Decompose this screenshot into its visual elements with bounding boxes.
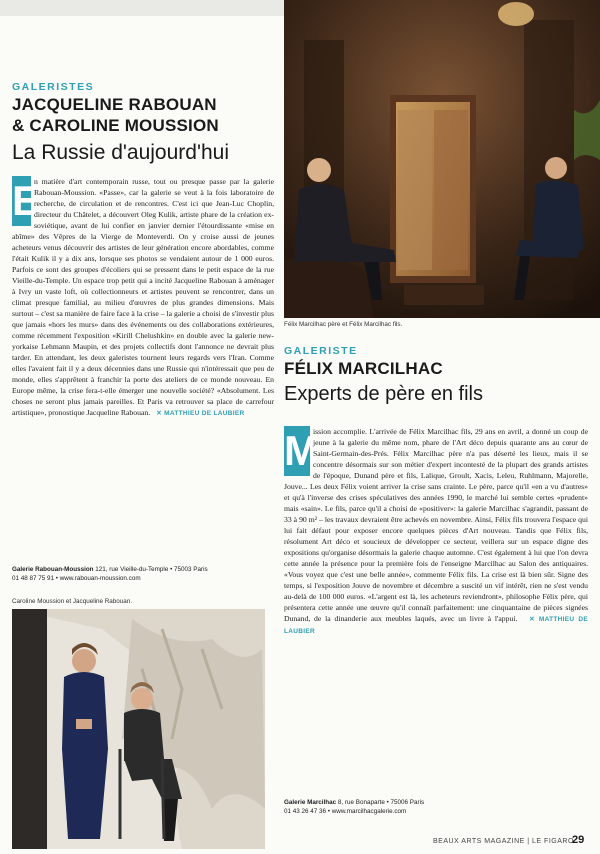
left-body [12, 176, 274, 554]
left-dropcap: E [12, 177, 41, 224]
left-subtitle: La Russie d'aujourd'hui [12, 141, 229, 164]
left-title-line2: & CAROLINE MOUSSION [12, 116, 219, 135]
right-kicker: GALERISTE [284, 345, 358, 357]
right-address [284, 798, 588, 816]
left-byline [152, 410, 244, 417]
marcilhac-photo [284, 0, 600, 318]
right-photo-caption: Félix Marcilhac père et Félix Marcilhac fils. [284, 321, 403, 328]
footer-magazine: BEAUX ARTS MAGAZINE | LE FIGARO [433, 838, 574, 845]
right-title: FÉLIX MARCILHAC [284, 359, 443, 378]
right-body-text: ission accomplie. L'arrivée de Félix Marcilhac fils, 29 ans en avril, a donné un coup de jeune à la galerie du même nom, phare de l'Art déco depuis quarante ans au cœur de Saint-Germain-des-Prés. Félix Marcilhac père n'a pas déserté les lieux, mais il se concentre désormais sur son métier d'expert incontesté de la plupart des grands artistes de l'époque, Dunand père et fils, Lalique, Groult, Xacis, Leleu, Ruhlmann, Majorelle, Jouve... Les deux Félix voient arriver la crise sans crainte. Le père, parce qu'il «en a vu d'autres» et qu'à l'inverse des crises spéculatives des années 1990, le marché lui semble certes «prudent» mais «sain». Le fils, parce qu'il a choisi de «positiver»: la galerie Marcilhac s'agrandit, passant de 33 à 90 m² – les travaux devraient être achevés en novembre. Ainsi, Félix fils trouvera l'espace qui lui fait défaut pour exposer encore quelques pièces d'Art nouveau. Tandis que Félix fils, résolument Art déco et soucieux de développer ce secteur, veillera sur un espace digne des expositions qu'organise désormais la galerie chaque automne. C'est également à lui que l'on devra cette année la présence pour la première fois de l'enseigne Marcilhac au Salon des antiquaires. «Vous voyez que c'est une belle année», commente Félix fils. La crise est là bien sûr. Signe des temps, si l'exposition Jouve de novembre et décembre a suscité un vif intérêt, rien ne s'est vendu au-delà de 100 000 euros. «L'argent est là, les acheteurs reviendront», philosophe Félix père, qui présentera cette année une œuvre qu'il connaît parfaitement: une cinquantaine de pièces signées Dunand, de la dinanderie aux meubles laqués, avec un livre à l'appui. [284, 427, 588, 623]
page-number: 29 [572, 834, 585, 846]
right-address-contact: 01 43 26 47 36 • www.marcilhacgalerie.com [284, 808, 407, 815]
right-subtitle: Experts de père en fils [284, 383, 483, 405]
top-margin [0, 0, 284, 16]
cross-icon: ✕ [529, 616, 535, 623]
rabouan-photo [12, 609, 265, 849]
left-address [12, 565, 274, 583]
photo-illustration-2 [12, 609, 265, 849]
cross-icon: ✕ [156, 410, 163, 417]
left-address-contact: 01 48 87 75 91 • www.rabouan-moussion.com [12, 575, 141, 582]
left-title-line1: JACQUELINE RABOUAN [12, 95, 217, 114]
right-address-street: 8, rue Bonaparte • 75006 Paris [337, 799, 425, 806]
left-photo-caption: Caroline Moussion et Jacqueline Rabouan. [12, 598, 133, 605]
left-byline-name: MATTHIEU DE LAUBIER [164, 410, 245, 417]
left-body-text: n matière d'art contemporain russe, tout ou presque passe par la galerie Rabouan-Moussion. «Passe», car la galerie se veut à la fois laboratoire de recherche, de circulation et de rencontres. C'est ici que Jean-Luc Choplin, directeur du Châtelet, a découvert Oleg Kulik, artiste phare de la création ex-soviétique, avant de lui confier en janvier dernier l'étourdissante «mise en abîme» des Vêpres de la Vierge de Monteverdi. On y croise aussi de jeunes acheteurs venus découvrir des artistes de leur génération encore abordables, comme l'était Kulik il y a dix ans, lorsque ses photos se vendaient autour de 1 000 euros. Parfois ce sont des groupes d'écoliers qui se pressent dans le petit espace de la rue Vieille-du-Temple. Un espace trop petit qui a incité Jacqueline Rabouan à aménager à Ivry un vaste loft, où collectionneurs et artistes peuvent se rencontrer, dans un climat presque familial, au milieu d'œuvres de plus grandes dimensions. Mais surtout – c'est sa manière de faire face à la crise – la galerie a choisi de s'investir plus que jamais «hors les murs» dans des événements ou des collaborations extérieures, comme récemment l'exposition «Kirill Chelushkin» en double avec la galerie new-yorkaise Lehmann Maupin, et des projets collectifs dont l'annonce ne devrait plus tarder. En attendant, les deux galeristes tournent leurs regards vers l'Iran. Comme elles l'avaient fait il y a deux décennies dans une Russie qui n'intéressait que peu de monde, elles s'apprêtent à franchir la porte des ateliers de ce monde nouveau. En Europe même, la crise fera-t-elle émerger une nouvelle société? «Absolument. Les choses ne seront plus jamais pareilles. Et Paris va retrouver sa place de carrefour artistique», pronostique Jacqueline Rabouan. [12, 177, 274, 417]
right-body [284, 426, 588, 772]
photo-illustration [284, 0, 600, 318]
right-address-name: Galerie Marcilhac [284, 799, 337, 806]
left-address-name: Galerie Rabouan-Moussion [12, 566, 94, 573]
right-dropcap: M [284, 427, 319, 474]
left-kicker: GALERISTES [12, 81, 95, 93]
right-byline-name: MATTHIEU DE LAUBIER [284, 616, 588, 635]
left-address-street: 121, rue Vieille-du-Temple • 75003 Paris [95, 566, 208, 573]
